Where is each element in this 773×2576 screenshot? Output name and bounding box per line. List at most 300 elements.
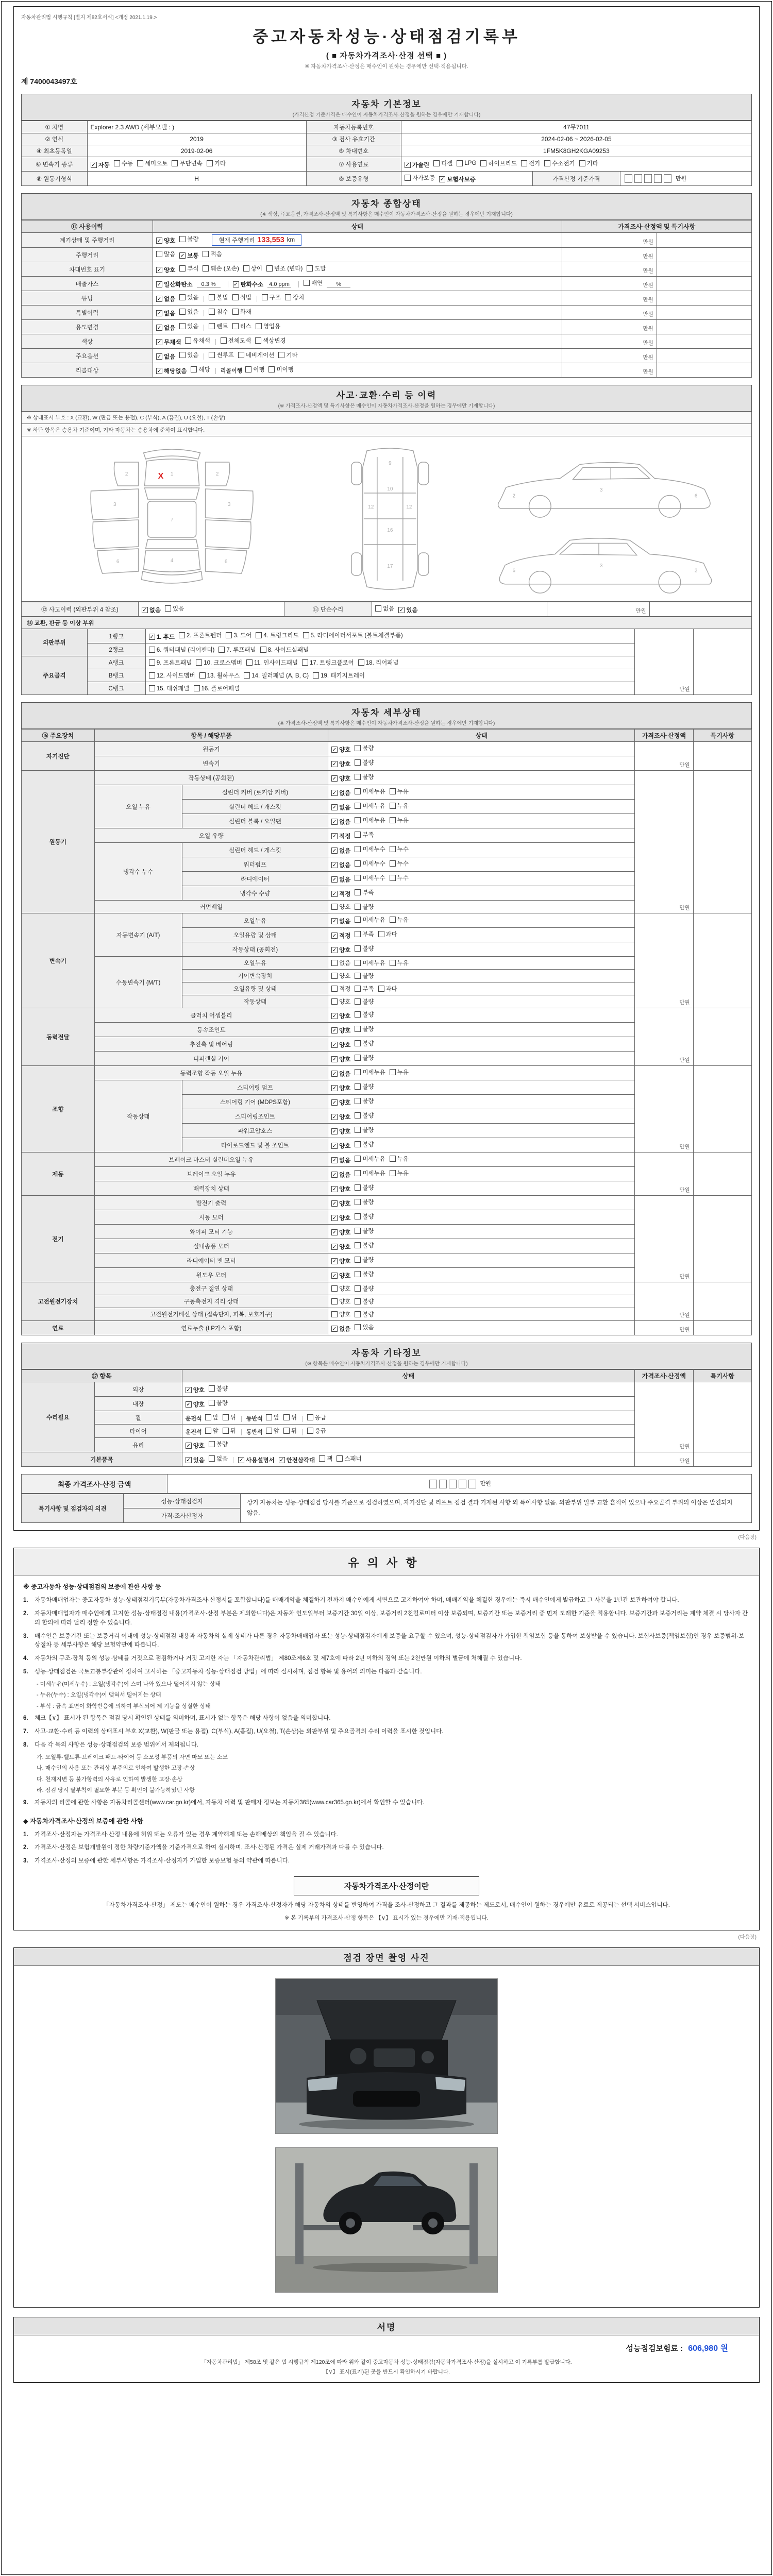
checkbox-label: 불량 <box>362 946 374 952</box>
table-row <box>22 1494 752 1509</box>
checkbox-양호[interactable] <box>331 1041 350 1049</box>
checks-cell <box>153 248 562 262</box>
checkbox-있음[interactable] <box>186 1456 205 1464</box>
svg-text:3: 3 <box>599 563 603 569</box>
checkbox-무단변속[interactable] <box>172 159 202 167</box>
price-unit-cell: 만원 <box>562 277 657 291</box>
notice-item-text: 자동차의 구조·장치 등의 성능·상태를 거짓으로 점검하거나 거짓 고지한 자는 「자동차관리법」 제80조제6호 및 제7호에 따라 2년 이하의 징역 또는 2천만원 이하의 벌금에 처해질 수 있습니다. <box>35 1655 522 1662</box>
checkbox-적정[interactable] <box>331 931 350 940</box>
checkbox-잭[interactable] <box>319 1454 332 1463</box>
digit-box <box>654 174 662 183</box>
checkbox-스패너[interactable] <box>337 1454 361 1463</box>
checkbox-구조[interactable] <box>262 293 281 301</box>
checkbox-있음[interactable] <box>355 1323 374 1331</box>
checkbox-label: 화재 <box>240 309 251 315</box>
checkbox-미세누유[interactable] <box>355 1169 385 1177</box>
checkbox-양호[interactable] <box>331 1297 350 1306</box>
checkbox-양호[interactable] <box>331 903 350 911</box>
car-diagram-exploded-top-view <box>29 442 315 596</box>
checkbox-매연[interactable] <box>304 279 323 287</box>
checkbox-불량[interactable] <box>209 1384 228 1393</box>
checkbox-양호[interactable] <box>331 1310 350 1318</box>
checkbox-누수[interactable] <box>390 845 409 853</box>
checkbox-14. 필러패널 (A, B, C)[interactable] <box>244 671 309 680</box>
checkbox-양호[interactable] <box>156 236 175 245</box>
checkbox-미세누유[interactable] <box>355 916 385 924</box>
checkbox-불량[interactable] <box>209 1399 228 1407</box>
checkbox-미세누유[interactable] <box>355 802 385 810</box>
checkbox-적음[interactable] <box>203 250 222 258</box>
checkbox-누유[interactable] <box>390 1169 409 1177</box>
checkbox-없음[interactable] <box>375 604 394 613</box>
table-row <box>22 221 752 233</box>
checkbox-15. 대쉬패널[interactable] <box>149 684 190 692</box>
checkbox-label: 누수 <box>397 846 409 853</box>
checkbox-적정[interactable] <box>331 890 350 898</box>
checkbox-label: 탄화수소 <box>240 282 264 288</box>
checkbox-없음[interactable] <box>331 789 350 797</box>
checkbox-불량[interactable] <box>355 1054 374 1062</box>
checkbox-양호[interactable] <box>331 1026 350 1035</box>
checkbox-box-icon <box>266 265 273 272</box>
checkbox-불량[interactable] <box>355 944 374 953</box>
checkbox-안전삼각대[interactable] <box>279 1456 315 1464</box>
checkbox-있음[interactable] <box>165 604 184 613</box>
checkbox-뒤[interactable] <box>283 1413 297 1421</box>
checkbox-box-icon <box>355 875 361 881</box>
checkbox-없음[interactable] <box>209 1454 228 1463</box>
checkbox-없음[interactable] <box>331 917 350 925</box>
checkbox-label: 불량 <box>362 1084 374 1090</box>
checkbox-label: 양호 <box>193 1402 205 1408</box>
label-cell: 스티어링 기어 (MDPS포함) <box>182 1095 328 1109</box>
checkbox-불량[interactable] <box>355 1025 374 1033</box>
checkbox-누유[interactable] <box>390 816 409 824</box>
checkbox-불량[interactable] <box>355 758 374 767</box>
label-cell: 2랭크 <box>87 643 145 656</box>
checkbox-양호[interactable] <box>331 1055 350 1063</box>
checkbox-box-icon <box>355 832 361 838</box>
checkbox-7. 루프패널[interactable] <box>219 646 256 654</box>
checkbox-box-icon <box>209 323 215 329</box>
checkbox-앞[interactable] <box>205 1413 219 1421</box>
checkbox-무채색[interactable] <box>156 338 181 346</box>
checkbox-label: 8. 사이드실패널 <box>267 647 309 653</box>
checkbox-label: 변조 (변타) <box>274 266 303 272</box>
checkbox-누유[interactable] <box>390 959 409 967</box>
checkbox-label: 불량 <box>362 1257 374 1263</box>
label-cell: 원동기 <box>22 771 95 913</box>
checkbox-누수[interactable] <box>390 874 409 882</box>
checkbox-없음[interactable] <box>331 818 350 826</box>
checkbox-렌트[interactable] <box>209 322 228 330</box>
checkbox-불량[interactable] <box>355 1082 374 1091</box>
notice-item-text: 가격조사·산정자는 가격조사·산정 내용에 허위 또는 오류가 있는 경우 계약해제 또는 손해배상의 책임을 질 수 있습니다. <box>35 1831 338 1838</box>
checkbox-19. 패키지트레이[interactable] <box>313 671 365 680</box>
checkbox-보험사보증[interactable] <box>439 175 476 183</box>
checkbox-일산화탄소[interactable] <box>156 280 193 289</box>
checkbox-양호[interactable] <box>331 1142 350 1150</box>
checkbox-box-icon <box>149 647 155 653</box>
checkbox-뒤[interactable] <box>223 1413 236 1421</box>
checkbox-불량[interactable] <box>355 1212 374 1221</box>
checkbox-없음[interactable] <box>331 846 350 855</box>
checkbox-없음[interactable] <box>156 324 175 332</box>
checkbox-과다[interactable] <box>378 930 397 938</box>
checkbox-label: 기타 <box>586 161 598 167</box>
checkbox-양호[interactable] <box>331 1098 350 1107</box>
checkbox-8. 사이드실패널[interactable] <box>260 646 309 654</box>
checkbox-양호[interactable] <box>331 1243 350 1251</box>
checkbox-불량[interactable] <box>355 1256 374 1264</box>
checkbox-label: 미세누유 <box>362 1070 385 1076</box>
etc-info-table-host <box>21 1369 752 1467</box>
checkbox-label: 18. 리어패널 <box>365 660 399 666</box>
checkbox-양호[interactable] <box>186 1442 205 1450</box>
checkbox-양호[interactable] <box>331 1228 350 1236</box>
checkbox-있음[interactable] <box>179 293 198 301</box>
checkbox-불량[interactable] <box>355 997 374 1006</box>
label-cell: 실린더 블록 / 오일팬 <box>182 814 328 828</box>
checkbox-도말[interactable] <box>307 264 326 273</box>
checkbox-네비게이션[interactable] <box>238 351 275 359</box>
checkbox-box-icon <box>232 294 239 300</box>
checkbox-불량[interactable] <box>355 1270 374 1278</box>
checks-cell <box>328 1225 635 1239</box>
checkbox-18. 리어패널[interactable] <box>358 658 399 667</box>
checkbox-불량[interactable] <box>355 1111 374 1120</box>
checkbox-하이브리드[interactable] <box>480 159 517 167</box>
checks-cell <box>328 901 635 913</box>
checkbox-양호[interactable] <box>331 1284 350 1293</box>
label-cell: 휠 <box>94 1411 182 1425</box>
checkbox-불량[interactable] <box>355 1010 374 1019</box>
table-row <box>22 306 752 320</box>
checkbox-앞[interactable] <box>266 1427 279 1435</box>
checkbox-해당[interactable] <box>191 365 210 374</box>
checkbox-불량[interactable] <box>355 903 374 911</box>
checkbox-누유[interactable] <box>390 787 409 795</box>
checkbox-9. 프론트패널[interactable] <box>149 658 192 667</box>
checkbox-12. 사이드멤버[interactable] <box>149 671 195 680</box>
checkbox-label: 침수 <box>216 309 228 315</box>
checkbox-box-icon <box>355 1112 361 1118</box>
checkbox-있음[interactable] <box>398 606 417 614</box>
checkbox-label: 불량 <box>362 904 374 910</box>
checks-cell <box>328 1008 635 1023</box>
checkbox-기타[interactable] <box>278 351 297 359</box>
checkbox-미세누유[interactable] <box>355 959 385 967</box>
checkbox-box-icon <box>268 366 275 372</box>
checkbox-box-icon <box>149 672 155 679</box>
label-cell: ④ 최초등록일 <box>22 145 88 157</box>
checkbox-장치[interactable] <box>285 293 304 301</box>
checkbox-box-icon: ✓ <box>186 1443 191 1449</box>
checkbox-양호[interactable] <box>331 745 350 754</box>
checkbox-1. 후드[interactable] <box>149 633 175 641</box>
checkbox-2. 프론트펜더[interactable] <box>179 631 222 639</box>
checkbox-불량[interactable] <box>355 1183 374 1192</box>
checks-cell <box>328 857 635 872</box>
checkbox-전체도색[interactable] <box>221 336 251 345</box>
checkbox-16. 플로어패널[interactable] <box>194 684 240 692</box>
checkbox-불량[interactable] <box>355 1126 374 1134</box>
checkbox-box-icon <box>355 931 361 937</box>
checkbox-label: 과다 <box>385 931 397 938</box>
checkbox-6. 쿼터패널 (리어펜더)[interactable] <box>149 646 215 654</box>
part-number-labels <box>512 487 697 574</box>
checkbox-box-icon: ✓ <box>332 919 337 924</box>
checkbox-유채색[interactable] <box>185 336 210 345</box>
checkbox-불량[interactable] <box>209 1440 228 1448</box>
checks-cell <box>328 1066 635 1080</box>
checkbox-이행[interactable] <box>245 365 264 374</box>
checkbox-box-icon <box>246 659 253 666</box>
checkbox-LPG[interactable] <box>457 160 476 166</box>
svg-text:3: 3 <box>599 487 603 493</box>
checkbox-적정[interactable] <box>331 832 350 840</box>
value-cell: Explorer 2.3 AWD (세부모델 : ) <box>87 121 306 133</box>
checkbox-미세누유[interactable] <box>355 816 385 824</box>
checkbox-13. 휠하우스[interactable] <box>199 671 240 680</box>
checkbox-없음[interactable] <box>331 1070 350 1078</box>
checkbox-미세누수[interactable] <box>355 845 385 853</box>
checkbox-불법[interactable] <box>209 293 228 301</box>
label-cell: 가격조사·산정액 <box>635 1370 693 1382</box>
table-row <box>22 248 752 262</box>
checkbox-불량[interactable] <box>355 744 374 752</box>
checkbox-양호[interactable] <box>331 946 350 954</box>
label-cell: C랭크 <box>87 682 145 695</box>
checks-cell <box>328 872 635 886</box>
checkbox-없음[interactable] <box>142 606 161 614</box>
checkbox-수소전기[interactable] <box>544 159 575 167</box>
checkbox-양호[interactable] <box>156 266 175 274</box>
checkbox-없음[interactable] <box>331 1171 350 1179</box>
notice-item <box>23 1596 750 1605</box>
checkbox-양호[interactable] <box>331 1214 350 1222</box>
checkbox-색상변경[interactable] <box>255 336 285 345</box>
checkbox-누유[interactable] <box>390 802 409 810</box>
label-cell: ① 차명 <box>22 121 88 133</box>
checkbox-앞[interactable] <box>205 1427 219 1435</box>
checkbox-기타[interactable] <box>207 159 226 167</box>
checkbox-없음[interactable] <box>331 959 350 967</box>
checkbox-해당없음[interactable] <box>156 367 187 375</box>
svg-text:12: 12 <box>406 504 412 510</box>
checkbox-10. 크로스멤버[interactable] <box>196 658 242 667</box>
checkbox-부족[interactable] <box>355 985 374 993</box>
checkbox-양호[interactable] <box>331 760 350 768</box>
checkbox-부식[interactable] <box>179 264 198 273</box>
value-cell: 2024-02-06 ~ 2026-02-05 <box>401 133 751 145</box>
checkbox-없음[interactable] <box>331 1325 350 1333</box>
checkbox-없음[interactable] <box>331 803 350 811</box>
checkbox-응급[interactable] <box>307 1427 326 1435</box>
checkbox-17. 트렁크플로어[interactable] <box>302 658 354 667</box>
checkbox-썬루프[interactable] <box>209 351 233 359</box>
checkbox-양호[interactable] <box>331 1084 350 1092</box>
checkbox-label: 훼손 (오손) <box>210 266 239 272</box>
checkbox-label: 누수 <box>397 861 409 867</box>
checkbox-불량[interactable] <box>355 1140 374 1148</box>
checkbox-불량[interactable] <box>355 1310 374 1318</box>
checkbox-label: 미세누수 <box>362 846 385 853</box>
checkbox-label: 7. 루프패널 <box>226 647 256 653</box>
checkbox-box-icon <box>355 1184 361 1191</box>
checkbox-label: 하이브리드 <box>488 161 517 167</box>
label-cell: 제동 <box>22 1153 95 1196</box>
checkbox-미이행[interactable] <box>268 365 293 374</box>
checkbox-적법[interactable] <box>232 293 251 301</box>
checkbox-응급[interactable] <box>307 1413 326 1421</box>
checkbox-적정[interactable] <box>331 985 350 993</box>
checkbox-4. 트렁크리드[interactable] <box>256 631 298 639</box>
checkbox-label: 적음 <box>210 251 222 258</box>
checkbox-label: 뒤 <box>291 1428 297 1434</box>
checkbox-label: 불량 <box>362 1272 374 1278</box>
checkbox-label: 앞 <box>212 1415 219 1421</box>
checkbox-변조 (변타)[interactable] <box>266 264 303 273</box>
checkbox-양호[interactable] <box>331 1012 350 1020</box>
checkbox-box-icon: ✓ <box>440 177 445 182</box>
checkbox-화재[interactable] <box>232 308 251 316</box>
checkbox-있음[interactable] <box>179 322 198 330</box>
final-table <box>21 1474 752 1494</box>
label-cell: 튜닝 <box>22 291 153 306</box>
checkbox-부족[interactable] <box>355 888 374 896</box>
checkbox-누유[interactable] <box>390 1155 409 1163</box>
checkbox-box-icon <box>307 265 313 272</box>
checkbox-누수[interactable] <box>390 859 409 868</box>
checkbox-label: 양호 <box>339 1286 351 1292</box>
label-cell: 충전구 절연 상태 <box>94 1282 328 1295</box>
checkbox-양호[interactable] <box>186 1400 205 1409</box>
checkbox-불량[interactable] <box>355 1097 374 1105</box>
checkbox-양호[interactable] <box>331 1257 350 1265</box>
checkbox-영업용[interactable] <box>256 322 280 330</box>
checkbox-누유[interactable] <box>390 1068 409 1076</box>
checkbox-box-icon <box>378 931 384 937</box>
checkbox-불량[interactable] <box>355 1198 374 1206</box>
checkbox-미세누유[interactable] <box>355 787 385 795</box>
checkbox-불량[interactable] <box>355 1284 374 1293</box>
checkbox-label: 보통 <box>187 253 199 259</box>
checkbox-가솔린[interactable] <box>405 161 429 169</box>
checkbox-부족[interactable] <box>355 831 374 839</box>
checkbox-불량[interactable] <box>179 235 198 243</box>
checkbox-세미오토[interactable] <box>137 159 167 167</box>
checks-cell <box>328 1210 635 1225</box>
checkbox-box-icon <box>579 160 585 166</box>
checks-cell <box>328 1052 635 1066</box>
checks-cell <box>145 682 634 695</box>
checkbox-불량[interactable] <box>355 1241 374 1249</box>
checkbox-많음[interactable] <box>156 250 175 258</box>
checkbox-뒤[interactable] <box>223 1427 236 1435</box>
checkbox-상이[interactable] <box>243 264 262 273</box>
svg-text:12: 12 <box>368 504 374 510</box>
checkbox-label: 양호 <box>339 776 351 782</box>
checkbox-없음[interactable] <box>156 295 175 303</box>
overall-state-table-host <box>21 220 752 378</box>
checkbox-불량[interactable] <box>355 1297 374 1306</box>
checkbox-불량[interactable] <box>355 1227 374 1235</box>
value-cell: H <box>87 172 306 186</box>
checkbox-없음[interactable] <box>331 875 350 884</box>
checkbox-없음[interactable] <box>156 352 175 361</box>
checkbox-box-icon <box>358 659 364 666</box>
checkbox-3. 도어[interactable] <box>226 631 251 639</box>
checkbox-5. 라디에이터서포트 (볼트체결부품)[interactable] <box>303 631 403 639</box>
label-cell: 외판부위 <box>22 629 88 656</box>
checkbox-불량[interactable] <box>355 972 374 980</box>
checkbox-양호[interactable] <box>186 1386 205 1394</box>
checkbox-수동[interactable] <box>114 159 133 167</box>
checkbox-양호[interactable] <box>331 1185 350 1193</box>
checkbox-box-icon: ✓ <box>157 354 162 360</box>
checkbox-불량[interactable] <box>355 773 374 781</box>
checkbox-자동[interactable] <box>91 161 110 169</box>
checkbox-보통[interactable] <box>179 251 198 260</box>
checkbox-양호[interactable] <box>331 774 350 783</box>
checkbox-사용설명서[interactable] <box>238 1456 275 1464</box>
checkbox-box-icon <box>390 917 396 923</box>
label-cell: 실린더 헤드 / 개스킷 <box>182 800 328 814</box>
checkbox-11. 인사이드패널[interactable] <box>246 658 298 667</box>
checkbox-디젤[interactable] <box>433 159 452 167</box>
checkbox-미세누유[interactable] <box>355 1068 385 1076</box>
checkbox-box-icon: ✓ <box>157 267 162 273</box>
checkbox-box-icon: ✓ <box>332 1201 337 1207</box>
basic-info-table-host <box>21 121 752 186</box>
checkbox-불량[interactable] <box>355 1039 374 1047</box>
checkbox-미세누수[interactable] <box>355 859 385 868</box>
checkbox-label: 도말 <box>314 266 326 272</box>
checkbox-기타[interactable] <box>579 159 598 167</box>
checkbox-앞[interactable] <box>266 1413 279 1421</box>
checkbox-탄화수소[interactable] <box>233 280 263 289</box>
checkbox-양호[interactable] <box>331 1127 350 1136</box>
checkbox-누유[interactable] <box>390 916 409 924</box>
checkbox-양호[interactable] <box>331 1113 350 1121</box>
checkbox-양호[interactable] <box>331 1199 350 1208</box>
checkbox-과다[interactable] <box>378 985 397 993</box>
checkbox-훼손 (오손)[interactable] <box>203 264 239 273</box>
checkbox-뒤[interactable] <box>283 1427 297 1435</box>
checkbox-있음[interactable] <box>179 351 198 359</box>
checkbox-양호[interactable] <box>331 972 350 980</box>
checkbox-양호[interactable] <box>331 1272 350 1280</box>
checkbox-label: 없음 <box>339 805 351 811</box>
checkbox-자가보증[interactable] <box>405 174 435 182</box>
checkbox-없음[interactable] <box>331 861 350 869</box>
checkbox-부족[interactable] <box>355 930 374 938</box>
checkbox-침수[interactable] <box>209 308 228 316</box>
checkbox-양호[interactable] <box>331 997 350 1006</box>
checkbox-전기[interactable] <box>521 159 540 167</box>
checkbox-있음[interactable] <box>179 308 198 316</box>
checkbox-리스[interactable] <box>232 322 251 330</box>
notice-item-text: 가격조사·산정은 보험개발원이 정한 차량기준가액을 기준가격으로 하여 실시하며, 조사·산정된 가격은 실제 거래가격과 다를 수 있습니다. <box>35 1844 384 1851</box>
checkbox-label: 적정 <box>339 834 351 840</box>
checkbox-미세누수[interactable] <box>355 874 385 882</box>
checkbox-없음[interactable] <box>331 1156 350 1164</box>
checkbox-미세누유[interactable] <box>355 1155 385 1163</box>
checkbox-box-icon: ✓ <box>239 1458 244 1463</box>
label-cell: 주행거리 <box>22 248 153 262</box>
checkbox-없음[interactable] <box>156 309 175 317</box>
